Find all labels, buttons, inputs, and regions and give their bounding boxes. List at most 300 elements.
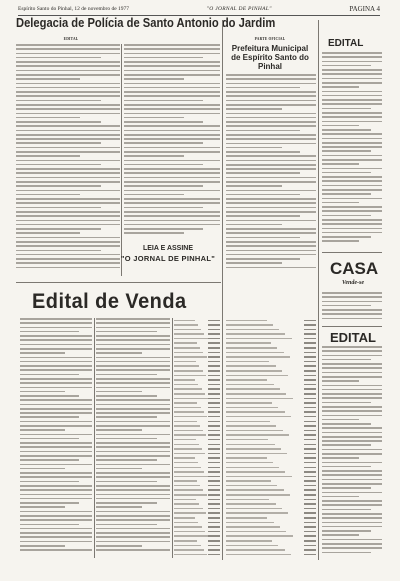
text-line bbox=[322, 86, 359, 88]
text-line bbox=[16, 190, 120, 192]
text-line bbox=[124, 151, 220, 153]
text-line bbox=[124, 134, 220, 136]
text-line bbox=[124, 190, 220, 192]
text-line bbox=[16, 228, 101, 230]
text-line bbox=[322, 138, 382, 140]
text-line bbox=[322, 380, 359, 382]
text-line bbox=[96, 472, 170, 474]
text-line bbox=[322, 189, 382, 191]
text-line bbox=[226, 125, 316, 127]
text-line bbox=[124, 160, 220, 162]
text-line bbox=[20, 352, 65, 354]
text-line bbox=[322, 163, 359, 165]
text-line bbox=[322, 423, 371, 425]
text-line bbox=[226, 108, 282, 110]
section-divider bbox=[322, 326, 382, 327]
text-line bbox=[322, 406, 382, 408]
text-line bbox=[16, 168, 120, 170]
text-line bbox=[322, 116, 382, 118]
text-line bbox=[322, 159, 382, 161]
text-line bbox=[226, 262, 282, 264]
text-line bbox=[226, 91, 316, 93]
text-line bbox=[124, 220, 220, 222]
text-line bbox=[124, 185, 203, 187]
text-line bbox=[96, 532, 170, 534]
text-line bbox=[226, 241, 316, 243]
text-line bbox=[20, 382, 92, 384]
text-line bbox=[322, 99, 382, 101]
text-line bbox=[16, 224, 120, 226]
text-line bbox=[124, 142, 203, 144]
text-line bbox=[20, 425, 92, 427]
text-line bbox=[20, 442, 92, 444]
text-line bbox=[96, 524, 157, 526]
text-line bbox=[322, 133, 382, 135]
text-line bbox=[96, 494, 170, 496]
text-line bbox=[16, 104, 120, 106]
text-line bbox=[96, 506, 142, 508]
text-line bbox=[16, 134, 120, 136]
text-line bbox=[16, 100, 101, 102]
text-line bbox=[96, 339, 170, 341]
text-line bbox=[322, 112, 382, 114]
text-line bbox=[96, 511, 170, 513]
text-line bbox=[124, 91, 220, 93]
text-line bbox=[96, 541, 170, 543]
text-line bbox=[322, 56, 382, 58]
text-line bbox=[322, 552, 371, 554]
text-line bbox=[322, 318, 382, 320]
text-line bbox=[322, 150, 371, 152]
text-line bbox=[96, 438, 157, 440]
text-line bbox=[96, 446, 170, 448]
text-line bbox=[322, 393, 382, 395]
text-line bbox=[16, 95, 120, 97]
column-divider bbox=[318, 20, 319, 560]
text-line bbox=[124, 113, 220, 115]
text-line bbox=[20, 391, 65, 393]
text-line bbox=[16, 207, 101, 209]
text-line bbox=[20, 429, 65, 431]
text-line bbox=[124, 198, 220, 200]
text-line bbox=[124, 117, 184, 119]
text-line bbox=[322, 292, 382, 294]
text-line bbox=[20, 438, 79, 440]
delegacia-headline: Delegacia de Polícia de Santo Antonio do Jardim bbox=[16, 15, 276, 30]
text-line bbox=[322, 129, 371, 131]
text-line bbox=[322, 513, 382, 515]
text-line bbox=[96, 468, 142, 470]
text-line bbox=[322, 78, 382, 80]
text-line bbox=[226, 194, 300, 196]
text-line bbox=[96, 344, 170, 346]
text-line bbox=[226, 113, 316, 115]
text-line bbox=[322, 397, 382, 399]
text-line bbox=[124, 57, 203, 59]
text-line bbox=[226, 202, 316, 204]
text-line bbox=[322, 509, 371, 511]
text-line bbox=[20, 378, 92, 380]
text-line bbox=[322, 219, 382, 221]
text-line bbox=[96, 459, 157, 461]
edital-de-venda-heading: Edital de Venda bbox=[32, 290, 187, 313]
text-line bbox=[20, 369, 92, 371]
delegacia-subhead: EDITAL bbox=[63, 37, 79, 41]
text-line bbox=[20, 536, 92, 538]
text-line bbox=[226, 232, 316, 234]
text-line bbox=[226, 121, 316, 123]
text-line bbox=[20, 322, 92, 324]
text-line bbox=[322, 240, 359, 242]
text-line bbox=[20, 416, 79, 418]
text-line bbox=[322, 504, 382, 506]
text-line bbox=[322, 198, 382, 200]
text-line bbox=[16, 181, 120, 183]
text-line bbox=[124, 61, 220, 63]
edital-heading-right: EDITAL bbox=[328, 38, 364, 49]
text-line bbox=[226, 78, 316, 80]
text-line bbox=[16, 147, 120, 149]
text-line bbox=[226, 83, 316, 85]
text-line bbox=[16, 202, 120, 204]
text-line bbox=[96, 451, 170, 453]
text-line bbox=[322, 215, 371, 217]
edital-heading-lower: EDITAL bbox=[330, 330, 376, 345]
text-line bbox=[124, 177, 220, 179]
text-line bbox=[322, 462, 382, 464]
text-line bbox=[16, 177, 120, 179]
text-line bbox=[16, 185, 101, 187]
text-line bbox=[96, 365, 170, 367]
text-line bbox=[322, 350, 382, 352]
text-line bbox=[16, 262, 120, 264]
edital-venda-column-2-text bbox=[96, 318, 170, 558]
text-line bbox=[16, 220, 120, 222]
text-line bbox=[124, 48, 220, 50]
text-line bbox=[96, 361, 170, 363]
text-line bbox=[322, 402, 371, 404]
text-line bbox=[16, 254, 120, 256]
text-line bbox=[16, 70, 120, 72]
vende-se-subheading: Vende-se bbox=[342, 280, 364, 286]
text-line bbox=[20, 318, 92, 320]
text-line bbox=[226, 117, 316, 119]
text-line bbox=[20, 335, 92, 337]
text-line bbox=[124, 147, 220, 149]
text-line bbox=[20, 374, 79, 376]
text-line bbox=[226, 228, 316, 230]
text-line bbox=[124, 172, 220, 174]
text-line bbox=[16, 164, 101, 166]
text-line bbox=[16, 211, 120, 213]
text-line bbox=[124, 232, 184, 234]
text-line bbox=[322, 146, 382, 148]
text-line bbox=[322, 210, 382, 212]
text-line bbox=[322, 367, 382, 369]
text-line bbox=[96, 412, 170, 414]
text-line bbox=[16, 121, 101, 123]
subscribe-line-2: "O JORNAL DE PINHAL" bbox=[120, 254, 216, 263]
text-line bbox=[226, 267, 316, 269]
text-line bbox=[16, 61, 120, 63]
text-line bbox=[226, 104, 316, 106]
price-row bbox=[226, 552, 316, 557]
text-line bbox=[96, 318, 170, 320]
prefeitura-title: Prefeitura Municipal de Espírito Santo do Pinhal bbox=[231, 44, 309, 71]
text-line bbox=[96, 464, 170, 466]
text-line bbox=[226, 181, 316, 183]
text-line bbox=[16, 53, 120, 55]
text-line bbox=[96, 352, 142, 354]
text-line bbox=[124, 228, 203, 230]
text-line bbox=[20, 459, 79, 461]
text-line bbox=[96, 378, 170, 380]
text-line bbox=[20, 348, 92, 350]
text-line bbox=[96, 425, 170, 427]
text-line bbox=[226, 245, 316, 247]
text-line bbox=[96, 549, 170, 551]
text-line bbox=[96, 528, 170, 530]
text-line bbox=[226, 147, 282, 149]
text-line bbox=[322, 82, 382, 84]
text-line bbox=[226, 134, 316, 136]
text-line bbox=[322, 69, 382, 71]
text-line bbox=[124, 181, 220, 183]
header-page-number: PAGINA 4 bbox=[349, 5, 380, 13]
text-line bbox=[322, 185, 382, 187]
text-line bbox=[96, 369, 170, 371]
casa-ad-text bbox=[322, 292, 382, 324]
text-line bbox=[16, 241, 120, 243]
text-line bbox=[20, 524, 79, 526]
text-line bbox=[124, 100, 203, 102]
text-line bbox=[20, 511, 92, 513]
text-line bbox=[322, 359, 371, 361]
text-line bbox=[226, 168, 316, 170]
text-line bbox=[16, 83, 120, 85]
text-line bbox=[20, 434, 92, 436]
text-line bbox=[16, 232, 80, 234]
text-line bbox=[226, 155, 316, 157]
text-line bbox=[124, 78, 184, 80]
edital-right-text bbox=[322, 52, 382, 247]
text-line bbox=[322, 500, 382, 502]
text-line bbox=[322, 168, 382, 170]
text-line bbox=[322, 539, 382, 541]
text-line bbox=[322, 176, 382, 178]
text-line bbox=[96, 382, 170, 384]
text-line bbox=[20, 455, 92, 457]
text-line bbox=[20, 485, 92, 487]
text-line bbox=[124, 215, 220, 217]
text-line bbox=[322, 142, 382, 144]
text-line bbox=[96, 322, 170, 324]
text-line bbox=[20, 446, 92, 448]
text-line bbox=[322, 313, 382, 315]
text-line bbox=[20, 344, 92, 346]
text-line bbox=[20, 515, 92, 517]
text-line bbox=[16, 267, 120, 269]
text-line bbox=[322, 449, 382, 451]
text-line bbox=[322, 496, 359, 498]
text-line bbox=[20, 498, 92, 500]
edital-lower-text bbox=[322, 346, 382, 560]
text-line bbox=[124, 53, 220, 55]
text-line bbox=[20, 464, 92, 466]
text-line bbox=[124, 202, 220, 204]
casa-heading: CASA bbox=[330, 259, 379, 278]
text-line bbox=[96, 399, 170, 401]
text-line bbox=[124, 70, 220, 72]
text-line bbox=[226, 198, 316, 200]
text-line bbox=[16, 78, 80, 80]
text-line bbox=[322, 305, 371, 307]
text-line bbox=[96, 374, 157, 376]
section-divider bbox=[322, 252, 382, 253]
text-line bbox=[124, 87, 220, 89]
text-line bbox=[20, 327, 92, 329]
text-line bbox=[124, 108, 220, 110]
text-line bbox=[322, 65, 371, 67]
text-line bbox=[124, 74, 220, 76]
text-line bbox=[16, 237, 120, 239]
text-line bbox=[20, 357, 92, 359]
text-line bbox=[124, 138, 220, 140]
text-line bbox=[322, 466, 371, 468]
text-line bbox=[96, 408, 170, 410]
text-line bbox=[322, 479, 382, 481]
column-divider bbox=[172, 318, 173, 558]
text-line bbox=[96, 348, 170, 350]
text-line bbox=[16, 91, 120, 93]
text-line bbox=[16, 198, 120, 200]
text-line bbox=[322, 95, 382, 97]
text-line bbox=[322, 419, 359, 421]
price-row bbox=[174, 552, 220, 557]
text-line bbox=[16, 130, 120, 132]
text-line bbox=[322, 193, 371, 195]
text-line bbox=[96, 357, 170, 359]
text-line bbox=[322, 61, 382, 63]
text-line bbox=[322, 180, 382, 182]
text-line bbox=[322, 444, 371, 446]
text-line bbox=[322, 223, 382, 225]
text-line bbox=[124, 104, 220, 106]
text-line bbox=[322, 346, 382, 348]
text-line bbox=[124, 207, 203, 209]
text-line bbox=[20, 395, 79, 397]
text-line bbox=[96, 416, 157, 418]
text-line bbox=[20, 481, 79, 483]
text-line bbox=[322, 415, 382, 417]
text-line bbox=[20, 545, 65, 547]
text-line bbox=[322, 440, 382, 442]
text-line bbox=[20, 468, 65, 470]
delegacia-column-1-text bbox=[16, 44, 120, 274]
text-line bbox=[322, 526, 382, 528]
text-line bbox=[322, 228, 382, 230]
text-line bbox=[16, 48, 120, 50]
text-line bbox=[226, 74, 316, 76]
text-line bbox=[96, 498, 170, 500]
text-line bbox=[226, 172, 300, 174]
text-line bbox=[226, 164, 316, 166]
text-line bbox=[16, 87, 120, 89]
text-line bbox=[20, 549, 92, 551]
text-line bbox=[322, 385, 382, 387]
prefeitura-text bbox=[226, 74, 316, 274]
edital-venda-column-1-text bbox=[20, 318, 92, 558]
text-line bbox=[322, 121, 382, 123]
text-line bbox=[96, 331, 157, 333]
text-line bbox=[322, 389, 382, 391]
text-line bbox=[96, 442, 170, 444]
text-line bbox=[96, 536, 170, 538]
text-line bbox=[20, 472, 92, 474]
text-line bbox=[124, 44, 220, 46]
text-line bbox=[322, 534, 359, 536]
text-line bbox=[20, 502, 79, 504]
text-line bbox=[124, 211, 220, 213]
text-line bbox=[20, 489, 92, 491]
text-line bbox=[226, 138, 316, 140]
text-line bbox=[96, 502, 157, 504]
text-line bbox=[124, 168, 220, 170]
text-line bbox=[322, 355, 382, 357]
text-line bbox=[124, 155, 184, 157]
text-line bbox=[20, 387, 92, 389]
text-line bbox=[322, 470, 382, 472]
text-line bbox=[96, 515, 170, 517]
text-line bbox=[16, 113, 120, 115]
text-line bbox=[16, 151, 120, 153]
text-line bbox=[96, 391, 142, 393]
text-line bbox=[16, 138, 120, 140]
column-divider bbox=[94, 318, 95, 558]
text-line bbox=[322, 376, 382, 378]
text-line bbox=[226, 190, 316, 192]
text-line bbox=[322, 427, 382, 429]
text-line bbox=[226, 211, 316, 213]
text-line bbox=[322, 108, 371, 110]
text-line bbox=[322, 232, 382, 234]
text-line bbox=[96, 395, 157, 397]
text-line bbox=[16, 44, 120, 46]
text-line bbox=[226, 254, 316, 256]
text-line bbox=[20, 476, 92, 478]
text-line bbox=[124, 164, 203, 166]
text-line bbox=[96, 434, 170, 436]
text-line bbox=[226, 185, 282, 187]
text-line bbox=[322, 453, 382, 455]
text-line bbox=[16, 245, 120, 247]
text-line bbox=[96, 429, 142, 431]
text-line bbox=[20, 421, 92, 423]
text-line bbox=[322, 236, 371, 238]
text-line bbox=[16, 117, 80, 119]
header-newspaper-name: "O JORNAL DE PINHAL" bbox=[206, 6, 272, 12]
text-line bbox=[20, 506, 65, 508]
text-line bbox=[226, 215, 300, 217]
text-line bbox=[16, 125, 120, 127]
text-line bbox=[96, 545, 142, 547]
text-line bbox=[322, 309, 382, 311]
text-line bbox=[16, 142, 101, 144]
text-line bbox=[96, 489, 170, 491]
text-line bbox=[20, 399, 92, 401]
text-line bbox=[322, 522, 382, 524]
text-line bbox=[20, 331, 79, 333]
